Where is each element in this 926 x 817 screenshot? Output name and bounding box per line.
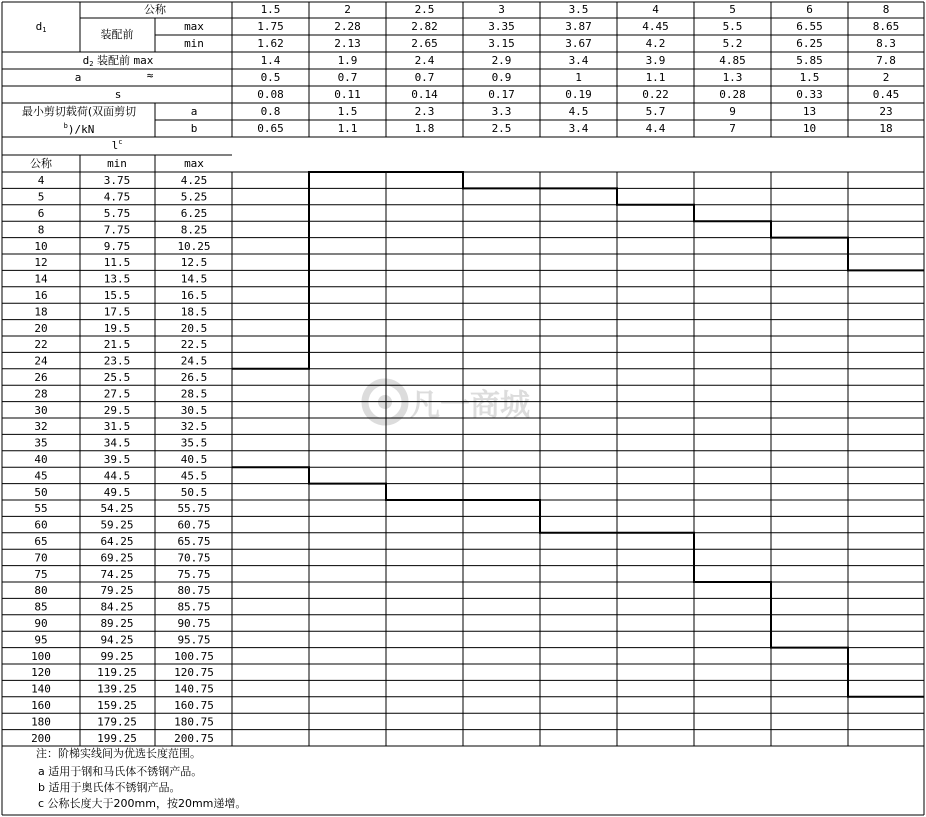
- shear-b-label: b: [190, 122, 198, 135]
- length-max: 32.5: [180, 420, 208, 434]
- column-nominal-0: 1.5: [260, 3, 281, 16]
- s-value: 0.11: [334, 88, 361, 101]
- length-nominal: 14: [34, 272, 48, 286]
- length-max: 5.25: [180, 190, 208, 204]
- column-nominal-4: 3.5: [568, 3, 589, 16]
- d1_max-value: 2.82: [411, 20, 438, 33]
- length-min: 11.5: [103, 256, 131, 270]
- length-max: 20.5: [180, 321, 208, 335]
- length-min: 49.5: [103, 485, 131, 499]
- a-value: 0.5: [260, 71, 281, 84]
- shear_b-value: 0.65: [257, 122, 284, 135]
- d1_max-value: 1.75: [257, 20, 284, 33]
- s-value: 0.45: [872, 88, 900, 101]
- s-value: 0.08: [257, 88, 284, 101]
- length-min: 23.5: [103, 354, 131, 368]
- shear_a-value: 5.7: [645, 105, 666, 118]
- a-value: 0.9: [491, 71, 512, 84]
- a-value: 1.3: [722, 71, 743, 84]
- note-line-3: c 公称长度大于200mm，按20mm递增。: [38, 797, 247, 810]
- l-max-label: max: [184, 157, 204, 170]
- length-min: 99.25: [100, 649, 134, 663]
- length-max: 8.25: [180, 223, 208, 237]
- nominal-label: 公称: [144, 3, 166, 16]
- column-nominal-1: 2: [344, 3, 351, 16]
- l-min-label: min: [107, 157, 127, 170]
- length-max: 30.5: [180, 403, 208, 417]
- length-min: 54.25: [100, 502, 134, 516]
- length-max: 18.5: [180, 305, 208, 319]
- shear_b-value: 1.1: [337, 122, 358, 135]
- d1_min-value: 3.67: [565, 37, 592, 50]
- length-min: 25.5: [103, 371, 131, 384]
- s-value: 0.22: [642, 88, 669, 101]
- s-value: 0.19: [565, 88, 592, 101]
- length-nominal: 45: [34, 469, 48, 483]
- a-value: 0.7: [337, 71, 358, 84]
- length-max: 14.5: [180, 272, 208, 286]
- length-nominal: 6: [37, 207, 45, 220]
- note-line-2: b 适用于奥氏体不锈钢产品。: [38, 781, 181, 794]
- length-max: 180.75: [174, 715, 214, 729]
- a-value: 2: [882, 71, 890, 84]
- length-min: 79.25: [100, 584, 134, 598]
- length-max: 140.75: [174, 682, 214, 696]
- shear_a-value: 23: [879, 105, 893, 118]
- d1-min-label: min: [184, 37, 204, 50]
- length-min: 84.25: [100, 600, 134, 614]
- shear-load-unit: $^b$)/kN: [63, 122, 95, 136]
- length-nominal: 100: [31, 649, 51, 663]
- d2_max-value: 1.4: [260, 54, 281, 67]
- length-max: 85.75: [177, 600, 211, 614]
- length-nominal: 30: [34, 403, 48, 417]
- length-min: 15.5: [103, 289, 131, 302]
- shear_a-value: 4.5: [568, 105, 589, 118]
- length-max: 28.5: [180, 387, 208, 401]
- shear_a-value: 2.3: [414, 105, 435, 118]
- note-line-0: 注：阶梯实线间为优选长度范围。: [36, 747, 201, 760]
- column-nominal-7: 6: [806, 3, 813, 16]
- length-nominal: 40: [34, 453, 48, 466]
- length-min: 159.25: [97, 699, 137, 712]
- s-value: 0.33: [796, 88, 823, 101]
- length-nominal: 75: [34, 567, 48, 581]
- watermark-text: 凡一商城: [410, 388, 530, 423]
- length-max: 45.5: [180, 469, 208, 483]
- d2_max-value: 3.9: [645, 54, 666, 67]
- d1_max-value: 4.45: [642, 20, 669, 33]
- l-nominal-label: 公称: [30, 157, 52, 170]
- length-max: 24.5: [180, 354, 208, 368]
- d1_max-value: 3.35: [488, 20, 515, 33]
- length-nominal: 8: [37, 223, 45, 237]
- d1_min-value: 2.13: [334, 37, 361, 50]
- s-value: 0.14: [411, 88, 438, 101]
- length-max: 70.75: [177, 551, 211, 565]
- d1_min-value: 1.62: [257, 37, 284, 50]
- shear_b-value: 4.4: [645, 122, 666, 135]
- length-max: 6.25: [180, 207, 208, 220]
- length-min: 17.5: [103, 305, 131, 319]
- length-min: 94.25: [100, 633, 134, 647]
- length-max: 95.75: [177, 633, 211, 647]
- length-min: 89.25: [100, 617, 134, 630]
- length-nominal: 80: [34, 584, 48, 598]
- d2_max-value: 2.4: [414, 54, 435, 67]
- length-min: 7.75: [103, 223, 131, 237]
- length-nominal: 200: [31, 731, 51, 745]
- s-value: 0.28: [719, 88, 746, 101]
- s-value: 0.17: [488, 88, 515, 101]
- length-min: 21.5: [103, 338, 131, 352]
- d1_max-value: 3.87: [565, 20, 592, 33]
- length-nominal: 24: [34, 354, 48, 368]
- length-min: 27.5: [103, 387, 131, 401]
- length-max: 35.5: [180, 436, 208, 450]
- length-min: 4.75: [103, 190, 131, 204]
- length-nominal: 180: [31, 715, 51, 729]
- length-max: 60.75: [177, 518, 211, 532]
- approx-label: ≈: [146, 69, 154, 82]
- length-nominal: 26: [34, 371, 48, 384]
- length-min: 31.5: [103, 420, 131, 434]
- shear_b-value: 18: [879, 122, 893, 135]
- length-nominal: 12: [34, 256, 48, 270]
- d2_max-value: 3.4: [568, 54, 589, 67]
- length-nominal: 5: [37, 190, 45, 204]
- shear-load-label: 最小剪切载荷(双面剪切: [21, 105, 137, 118]
- length-nominal: 140: [31, 682, 51, 696]
- column-nominal-5: 4: [652, 3, 659, 16]
- d1_min-value: 8.3: [876, 37, 896, 50]
- shear_a-value: 0.8: [260, 105, 281, 118]
- length-min: 139.25: [97, 682, 137, 696]
- d2_max-value: 7.8: [876, 54, 896, 67]
- d1_max-value: 2.28: [334, 20, 361, 33]
- l-label: $l^c$: [111, 138, 123, 152]
- length-max: 160.75: [174, 699, 214, 712]
- d1_min-value: 3.15: [488, 37, 515, 50]
- shear_a-value: 13: [802, 105, 817, 118]
- length-nominal: 160: [31, 699, 51, 712]
- a-value: 1.5: [799, 71, 820, 84]
- d1_max-value: 5.5: [722, 20, 743, 33]
- length-max: 120.75: [174, 666, 214, 680]
- column-nominal-3: 3: [498, 3, 505, 16]
- d1-max-label: max: [184, 20, 204, 33]
- table-grid: [2, 2, 924, 815]
- length-nominal: 35: [34, 436, 48, 450]
- note-line-1: a 适用于钢和马氏体不锈钢产品。: [38, 765, 203, 778]
- length-nominal: 90: [34, 617, 48, 630]
- length-min: 119.25: [97, 666, 137, 680]
- length-nominal: 120: [31, 666, 51, 680]
- shear_a-value: 3.3: [491, 105, 512, 118]
- d2-label: $d_2$ 装配前 max: [82, 54, 154, 68]
- a-label: a: [74, 71, 82, 84]
- column-nominal-8: 8: [882, 3, 890, 16]
- d1_min-value: 4.2: [645, 37, 666, 50]
- shear_a-value: 1.5: [337, 105, 358, 118]
- length-max: 4.25: [180, 174, 208, 188]
- before-assembly-label: 装配前: [100, 28, 134, 41]
- length-min: 3.75: [103, 174, 131, 188]
- d2_max-value: 2.9: [491, 54, 512, 67]
- length-nominal: 32: [34, 420, 48, 434]
- d1_min-value: 6.25: [796, 37, 823, 50]
- length-nominal: 22: [34, 338, 48, 352]
- length-nominal: 70: [34, 551, 48, 565]
- shear_b-value: 10: [802, 122, 817, 135]
- d1_min-value: 2.65: [411, 37, 438, 50]
- length-nominal: 16: [34, 289, 48, 302]
- d1_min-value: 5.2: [722, 37, 743, 50]
- a-value: 1.1: [645, 71, 666, 84]
- shear_b-value: 1.8: [414, 122, 435, 135]
- length-max: 26.5: [180, 371, 208, 384]
- length-nominal: 85: [34, 600, 48, 614]
- length-min: 69.25: [100, 551, 134, 565]
- length-nominal: 65: [34, 535, 48, 548]
- length-min: 19.5: [103, 321, 131, 335]
- length-min: 34.5: [103, 436, 131, 450]
- length-max: 55.75: [177, 502, 211, 516]
- length-nominal: 4: [37, 174, 45, 188]
- d2_max-value: 1.9: [337, 54, 358, 67]
- length-max: 40.5: [180, 453, 208, 466]
- length-max: 50.5: [180, 485, 208, 499]
- length-min: 5.75: [103, 207, 131, 220]
- length-min: 64.25: [100, 535, 134, 548]
- length-min: 44.5: [103, 469, 131, 483]
- length-max: 80.75: [177, 584, 211, 598]
- d2_max-value: 4.85: [719, 54, 746, 67]
- length-max: 16.5: [180, 289, 208, 302]
- d1_max-value: 8.65: [872, 20, 900, 33]
- length-min: 9.75: [103, 239, 131, 253]
- d1_max-value: 6.55: [796, 20, 823, 33]
- a-value: 0.7: [414, 71, 435, 84]
- shear_a-value: 9: [729, 105, 736, 118]
- length-min: 59.25: [100, 518, 134, 532]
- length-min: 74.25: [100, 567, 134, 581]
- length-min: 199.25: [97, 731, 137, 745]
- length-min: 179.25: [97, 715, 137, 729]
- length-nominal: 18: [34, 305, 48, 319]
- column-nominal-6: 5: [729, 3, 736, 16]
- length-max: 75.75: [177, 567, 211, 581]
- length-nominal: 60: [34, 518, 48, 532]
- length-min: 39.5: [103, 453, 131, 466]
- length-min: 13.5: [103, 272, 131, 286]
- d1-label: $d_1$: [35, 20, 47, 34]
- length-max: 200.75: [174, 731, 214, 745]
- shear-a-label: a: [190, 105, 198, 118]
- d2_max-value: 5.85: [796, 54, 823, 67]
- length-nominal: 50: [34, 485, 48, 499]
- length-nominal: 95: [34, 633, 48, 647]
- watermark: [365, 382, 530, 423]
- column-nominal-2: 2.5: [414, 3, 435, 16]
- length-min: 29.5: [103, 403, 131, 417]
- shear_b-value: 3.4: [568, 122, 589, 135]
- length-max: 100.75: [174, 649, 214, 663]
- length-nominal: 28: [34, 387, 48, 401]
- length-max: 12.5: [180, 256, 208, 270]
- shear_b-value: 2.5: [491, 122, 512, 135]
- length-max: 22.5: [180, 338, 208, 352]
- s-label: s: [114, 88, 122, 101]
- length-nominal: 20: [34, 321, 48, 335]
- length-nominal: 55: [34, 502, 48, 516]
- shear_b-value: 7: [729, 122, 736, 135]
- length-max: 65.75: [177, 535, 211, 548]
- a-value: 1: [575, 71, 582, 84]
- length-max: 90.75: [177, 617, 211, 630]
- length-max: 10.25: [177, 239, 211, 253]
- length-nominal: 10: [34, 239, 48, 253]
